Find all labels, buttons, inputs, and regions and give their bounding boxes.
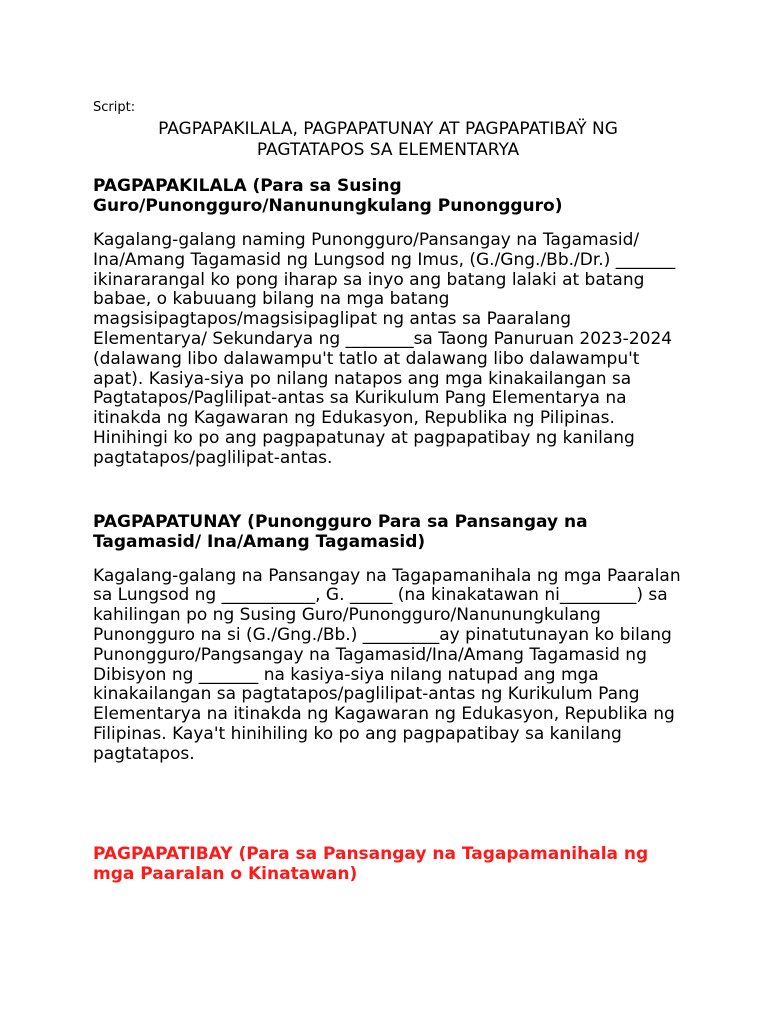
pagpapakilala-heading: PAGPAPAKILALA (Para sa Susing Guro/Punongguro/Nanunungkulang Punongguro) bbox=[93, 176, 563, 216]
document-title-line-2: PAGTATAPOS SA ELEMENTARYA bbox=[256, 140, 520, 160]
pagpapatunay-heading: PAGPAPATUNAY (Punongguro Para sa Pansangay na Tagamasid/ Ina/Amang Tagamasid) bbox=[93, 511, 588, 552]
script-label: Script: bbox=[93, 100, 136, 115]
pagpapatunay-body: Kagalang-galang na Pansangay na Tagapamanihala ng mga Paaralan sa Lungsod ng ___________, G. _____ (na kinakatawan ni_________) sa kahilingan po ng Susing Guro/Punongguro/Nanunungkulang Punongguro na si (G./Gng./Bb.) _________ay pinatutunayan ko bilang Punongguro/Pangsangay na Tagamasid/Ina/Amang Tagamasid ng Dibisyon ng _______ na kasiya-siya nilang natupad ang mga kinakailangan sa pagtatapos/paglilipat-antas ng Kurikulum Pang Elementarya na itinakda ng Kagawaran ng Edukasyon, Republika ng Filipinas. Kaya't hinihiling ko po ang pagpapatibay sa kanilang pagtatapos. bbox=[93, 565, 681, 764]
pagpapatibay-heading: PAGPAPATIBAY (Para sa Pansangay na Tagapamanihala ng mga Paaralan o Kinatawan) bbox=[93, 843, 649, 884]
document-title-line-1: PAGPAPAKILALA, PAGPAPATUNAY AT PAGPAPATIBAŸ NG bbox=[158, 119, 618, 139]
pagpapakilala-body: Kagalang-galang naming Punongguro/Pansangay na Tagamasid/ Ina/Amang Tagamasid ng Lungsod ng Imus, (G./Gng./Bb./Dr.) _______ ikinararangal ko pong iharap sa inyo ang batang lalaki at batang babae, o kabuuang bilang na mga batang magsisipagtapos/magsisipaglipat ng antas sa Paaralang Elementarya/ Sekundarya ng ________sa Taong Panuruan 2023-2024 (dalawang libo dalawampu't tatlo at dalawang libo dalawampu't apat). Kasiya-siya po nilang natapos ang mga kinakailangan sa Pagtatapos/Paglilipat-antas sa Kurikulum Pang Elementarya na itinakda ng Kagawaran ng Edukasyon, Republika ng Pilipinas. Hinihingi ko po ang pagpapatunay at pagpapatibay ng kanilang pagtatapos/paglilipat-antas. bbox=[93, 230, 676, 468]
document-page bbox=[93, 100, 683, 884]
document-title bbox=[93, 119, 683, 161]
